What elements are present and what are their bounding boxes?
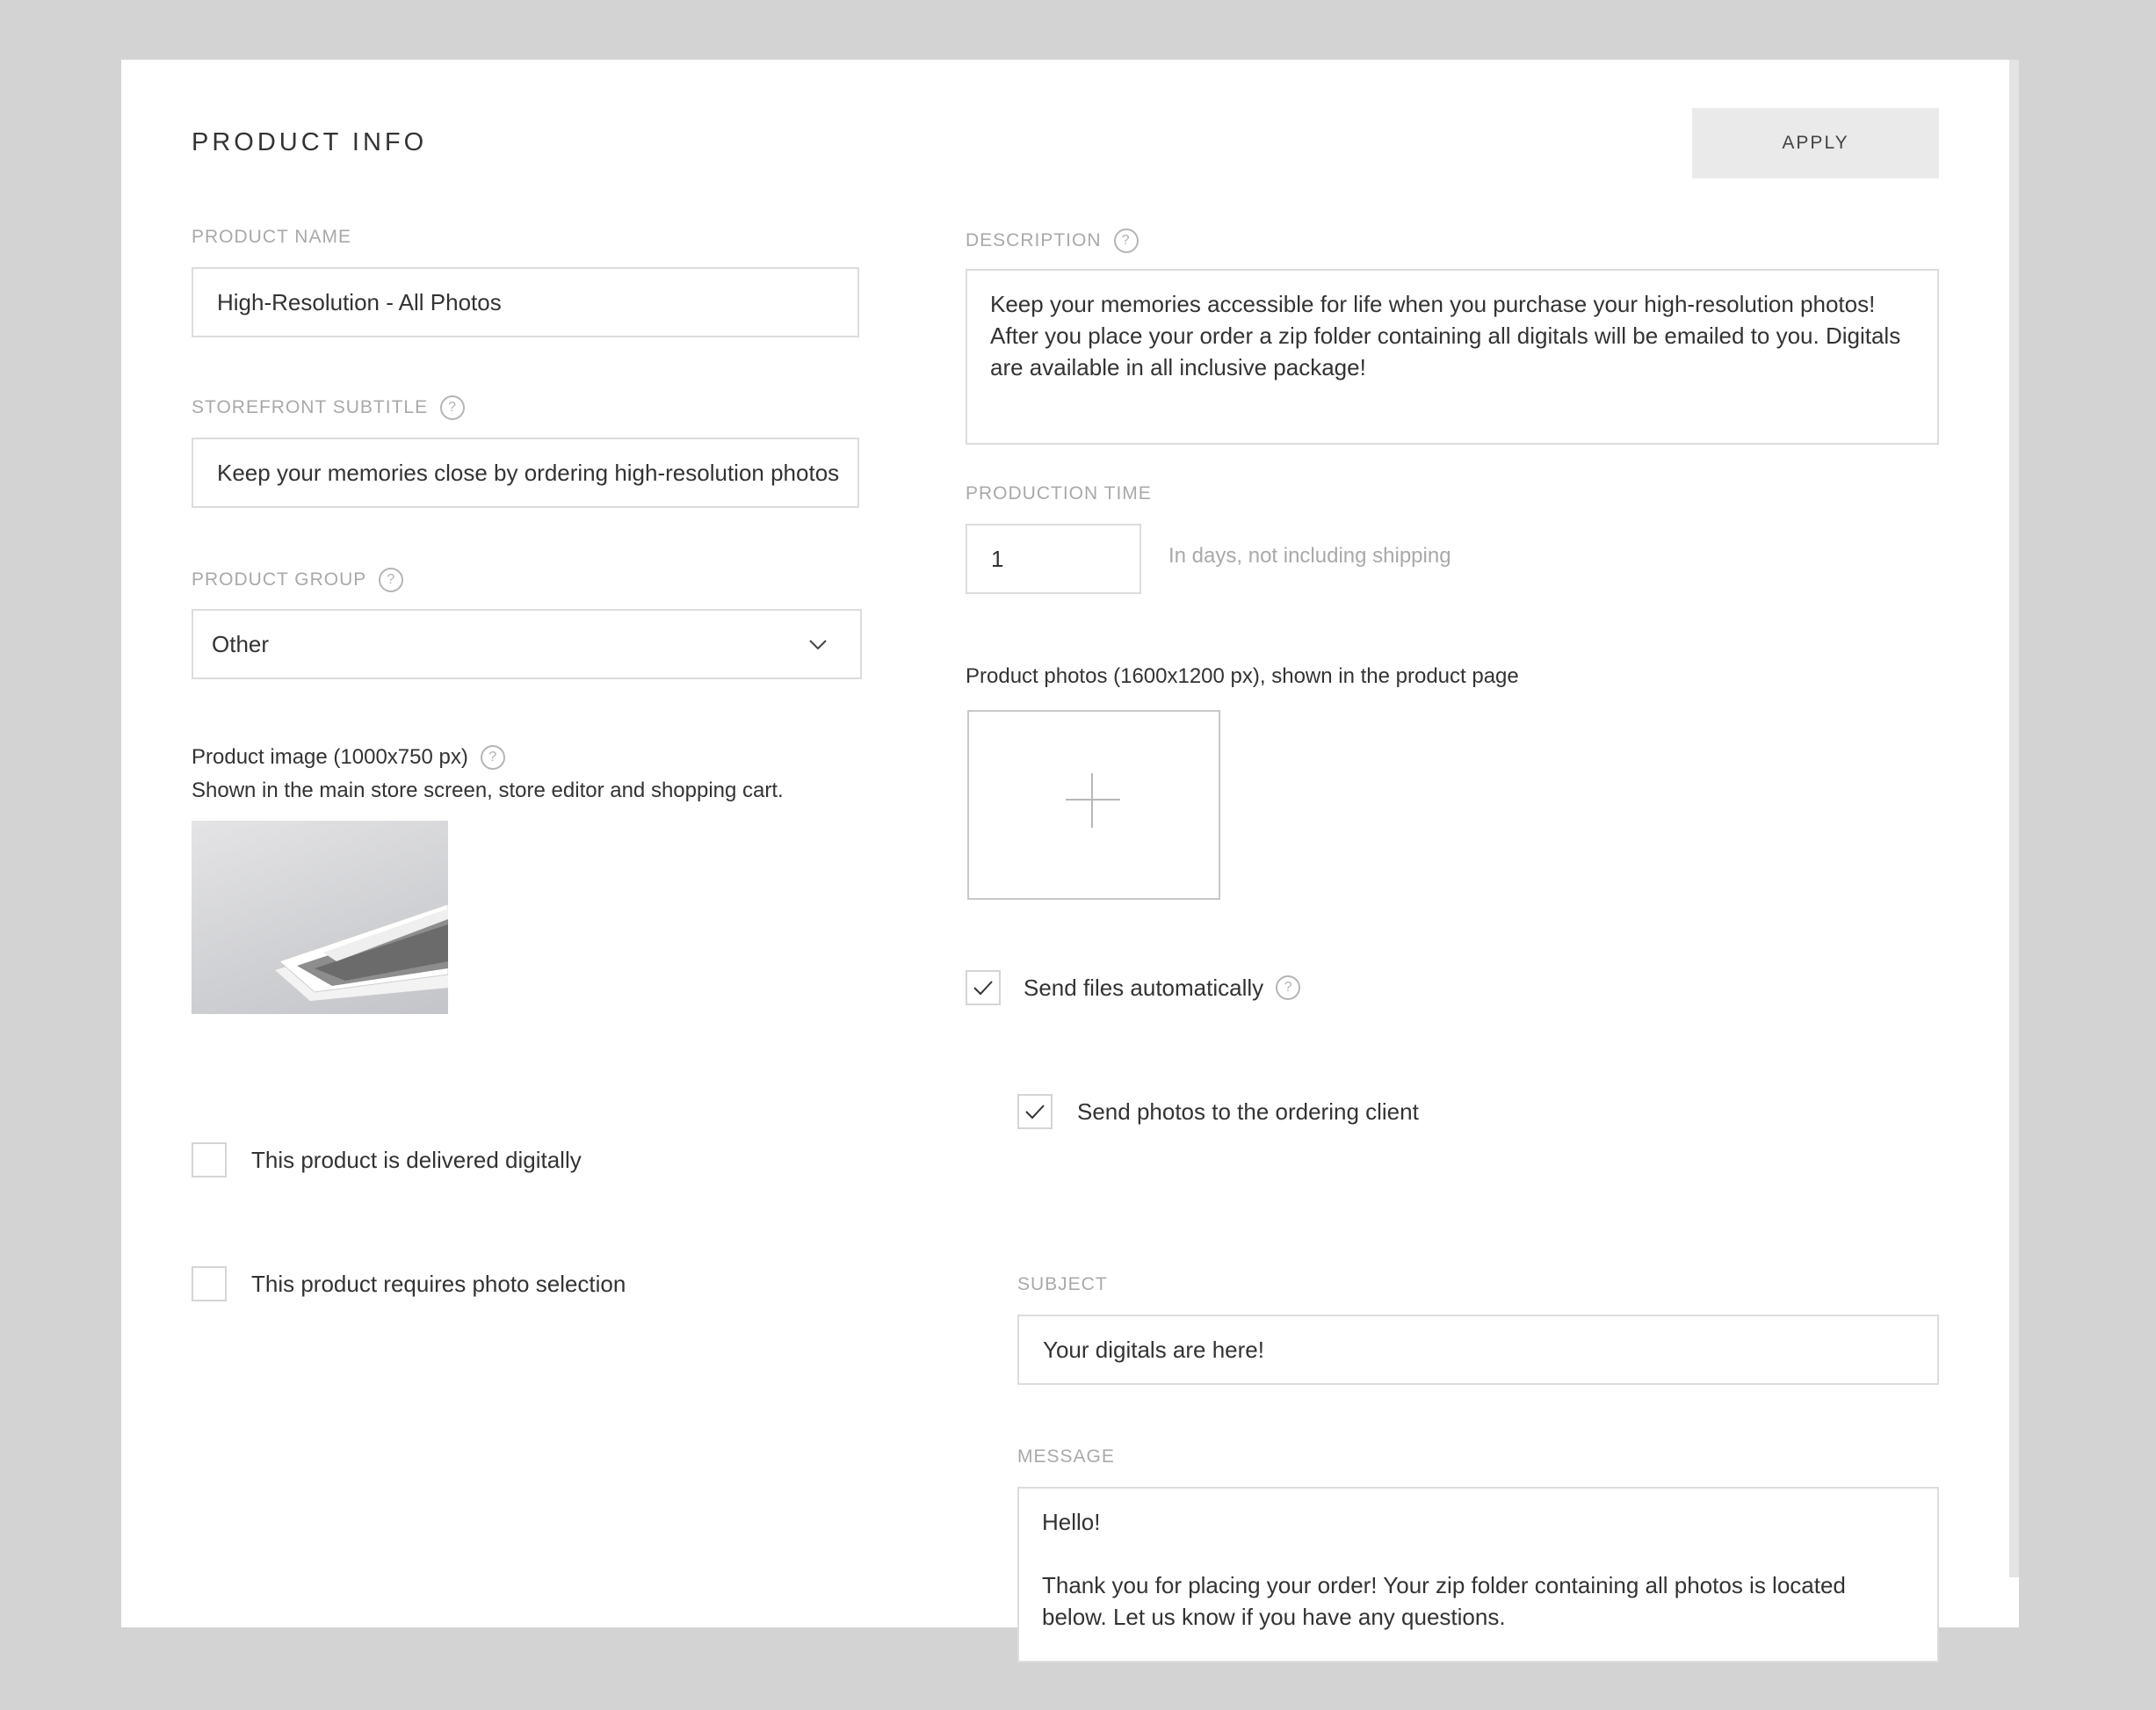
product-info-panel bbox=[121, 60, 2019, 1630]
send-files-option[interactable] bbox=[966, 970, 1300, 1005]
send-to-client-option[interactable] bbox=[1017, 1094, 1419, 1129]
storefront-subtitle-label: STOREFRONT SUBTITLE ? bbox=[192, 395, 465, 420]
production-time-label: PRODUCTION TIME bbox=[966, 483, 1152, 504]
send-files-checkbox[interactable] bbox=[966, 970, 1001, 1005]
product-image-thumbnail[interactable] bbox=[192, 821, 448, 1014]
product-group-value: Other bbox=[212, 630, 270, 657]
send-to-client-checkbox[interactable] bbox=[1017, 1094, 1053, 1129]
subject-label: SUBJECT bbox=[1017, 1274, 1108, 1294]
production-time-hint: In days, not including shipping bbox=[1168, 544, 1451, 568]
scrollbar[interactable] bbox=[2009, 60, 2019, 1577]
help-icon[interactable]: ? bbox=[440, 395, 465, 420]
message-textarea[interactable]: Hello! Thank you for placing your order! Your zip folder containing all photos is located below. Let us know if you have any questions. bbox=[1017, 1487, 1939, 1663]
product-group-select[interactable] bbox=[192, 609, 862, 679]
help-icon[interactable]: ? bbox=[1114, 228, 1139, 253]
product-image-caption: Shown in the main store screen, store editor and shopping cart. bbox=[192, 779, 784, 802]
production-time-input[interactable]: 1 bbox=[966, 524, 1141, 594]
send-to-client-label: Send photos to the ordering client bbox=[1077, 1098, 1419, 1125]
checkmark-icon bbox=[973, 979, 994, 996]
add-product-photo-button[interactable] bbox=[967, 710, 1220, 900]
photo-selection-checkbox[interactable] bbox=[192, 1266, 227, 1301]
help-icon[interactable]: ? bbox=[481, 745, 505, 770]
product-group-label: PRODUCT GROUP ? bbox=[192, 568, 403, 592]
delivered-digitally-checkbox[interactable] bbox=[192, 1142, 227, 1177]
subject-input[interactable]: Your digitals are here! bbox=[1017, 1315, 1939, 1385]
delivered-digitally-label: This product is delivered digitally bbox=[251, 1146, 582, 1173]
message-label: MESSAGE bbox=[1017, 1446, 1115, 1467]
product-photos-title: Product photos (1600x1200 px), shown in the product page bbox=[966, 664, 1519, 688]
photo-selection-option[interactable] bbox=[192, 1266, 626, 1301]
photo-selection-label: This product requires photo selection bbox=[251, 1270, 626, 1297]
product-name-input[interactable]: High-Resolution - All Photos bbox=[192, 267, 859, 337]
description-label: DESCRIPTION ? bbox=[966, 228, 1139, 253]
delivered-digitally-option[interactable] bbox=[192, 1142, 582, 1177]
checkmark-icon bbox=[1024, 1103, 1045, 1120]
page-title: PRODUCT INFO bbox=[192, 128, 428, 156]
help-icon[interactable]: ? bbox=[1276, 975, 1300, 1000]
chevron-down-icon bbox=[807, 634, 828, 655]
plus-icon bbox=[969, 712, 1219, 898]
apply-button[interactable]: APPLY bbox=[1692, 108, 1939, 178]
storefront-subtitle-input[interactable]: Keep your memories close by ordering high-resolution photos bbox=[192, 438, 859, 508]
product-image-title: Product image (1000x750 px) ? bbox=[192, 742, 505, 773]
product-name-label: PRODUCT NAME bbox=[192, 227, 351, 247]
description-textarea[interactable]: Keep your memories accessible for life when you purchase your high-resolution photos! After you place your order a zip folder containing all digitals will be emailed to you. Digitals are available in all inclusive package! bbox=[966, 269, 1939, 445]
help-icon[interactable]: ? bbox=[379, 568, 403, 592]
send-files-label: Send files automatically bbox=[1024, 974, 1264, 1001]
photo-stack-icon bbox=[192, 821, 448, 1014]
